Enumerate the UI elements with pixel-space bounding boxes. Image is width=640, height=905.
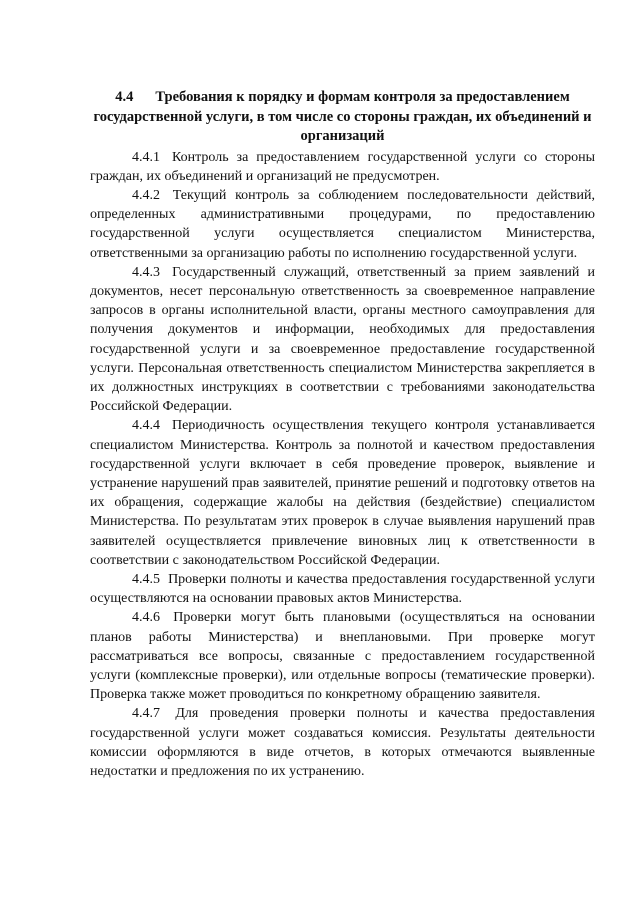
section-number: 4.4: [115, 89, 134, 105]
paragraph-4-4-3: [90, 263, 595, 417]
paragraph-4-4-2: [90, 186, 595, 263]
paragraph-4-4-1: [90, 148, 595, 186]
paragraph-text: Контроль за предоставлением государственной услуги со стороны граждан, их объединений и организаций не предусмотрен.: [90, 149, 595, 184]
paragraph-text: Для проведения проверки полноты и качества предоставления государственной услуги может создаваться комиссия. Результаты деятельности комиссии оформляются в виде отчетов, в которых отмечаются выявленные недостатки и предложения по их устранению.: [90, 706, 595, 779]
paragraph-4-4-7: [90, 704, 595, 781]
paragraph-text: Проверки могут быть плановыми (осуществляться на основании планов работы Министерства) и внеплановыми. При проверке могут рассматриваться все вопросы, связанные с предоставлением государственной услуги (комплексные проверки), или отдельные вопросы (тематические проверки). Проверка также может проводиться по конкретному обращению заявителя.: [90, 610, 595, 703]
paragraph-text: Государственный служащий, ответственный за прием заявлений и документов, несет персональную ответственность за своевременное направление запросов в органы исполнительной власти, органы местного самоуправления для получения документов и информации, необходимых для предоставления государственной услуги и за своевременное предоставление государственной услуги. Персональная ответственность специалистом Министерства закрепляется в их должностных инструкциях в соответствии с требованиями законодательства Российской Федерации.: [90, 264, 596, 415]
paragraph-4-4-6: [90, 608, 595, 704]
paragraph-4-4-5: [90, 570, 595, 608]
paragraph-4-4-4: [90, 416, 595, 570]
section-title: Требования к порядку и формам контроля за предоставлением государственной услуги, в том числе со стороны граждан, их объединений и организаций: [93, 89, 592, 144]
paragraph-text: Текущий контроль за соблюдением последовательности действий, определенных административными процедурами, по предоставлению государственной услуги осуществляется специалистом Министерства, ответственными за организацию работы по исполнению государственной услуги.: [90, 187, 595, 261]
paragraph-number: 4.4.6: [132, 610, 160, 626]
paragraph-number: 4.4.4: [132, 418, 160, 434]
paragraph-number: 4.4.7: [132, 706, 160, 722]
paragraph-text: Проверки полноты и качества предоставления государственной услуги осуществляются на основании правовых актов Министерства.: [90, 571, 595, 607]
document-page: [90, 88, 595, 781]
paragraph-number: 4.4.2: [132, 187, 160, 203]
section-heading: [90, 88, 595, 147]
paragraph-number: 4.4.3: [132, 264, 160, 280]
paragraph-number: 4.4.1: [132, 149, 160, 165]
paragraph-text: Периодичность осуществления текущего контроля устанавливается специалистом Министерства. Контроль за полнотой и качеством предоставления государственной услуги включает в себя проведение проверок, выявление и устранение нарушений прав заявителей, принятие решений и подготовку ответов на их обращения, содержащие жалобы на действия (бездействие) специалистом Министерства. По результатам этих проверок в случае выявления нарушений прав заявителей осуществляется привлечение виновных лиц к ответственности в соответствии с законодательством Российской Федерации.: [90, 418, 596, 568]
paragraph-number: 4.4.5: [132, 571, 160, 587]
